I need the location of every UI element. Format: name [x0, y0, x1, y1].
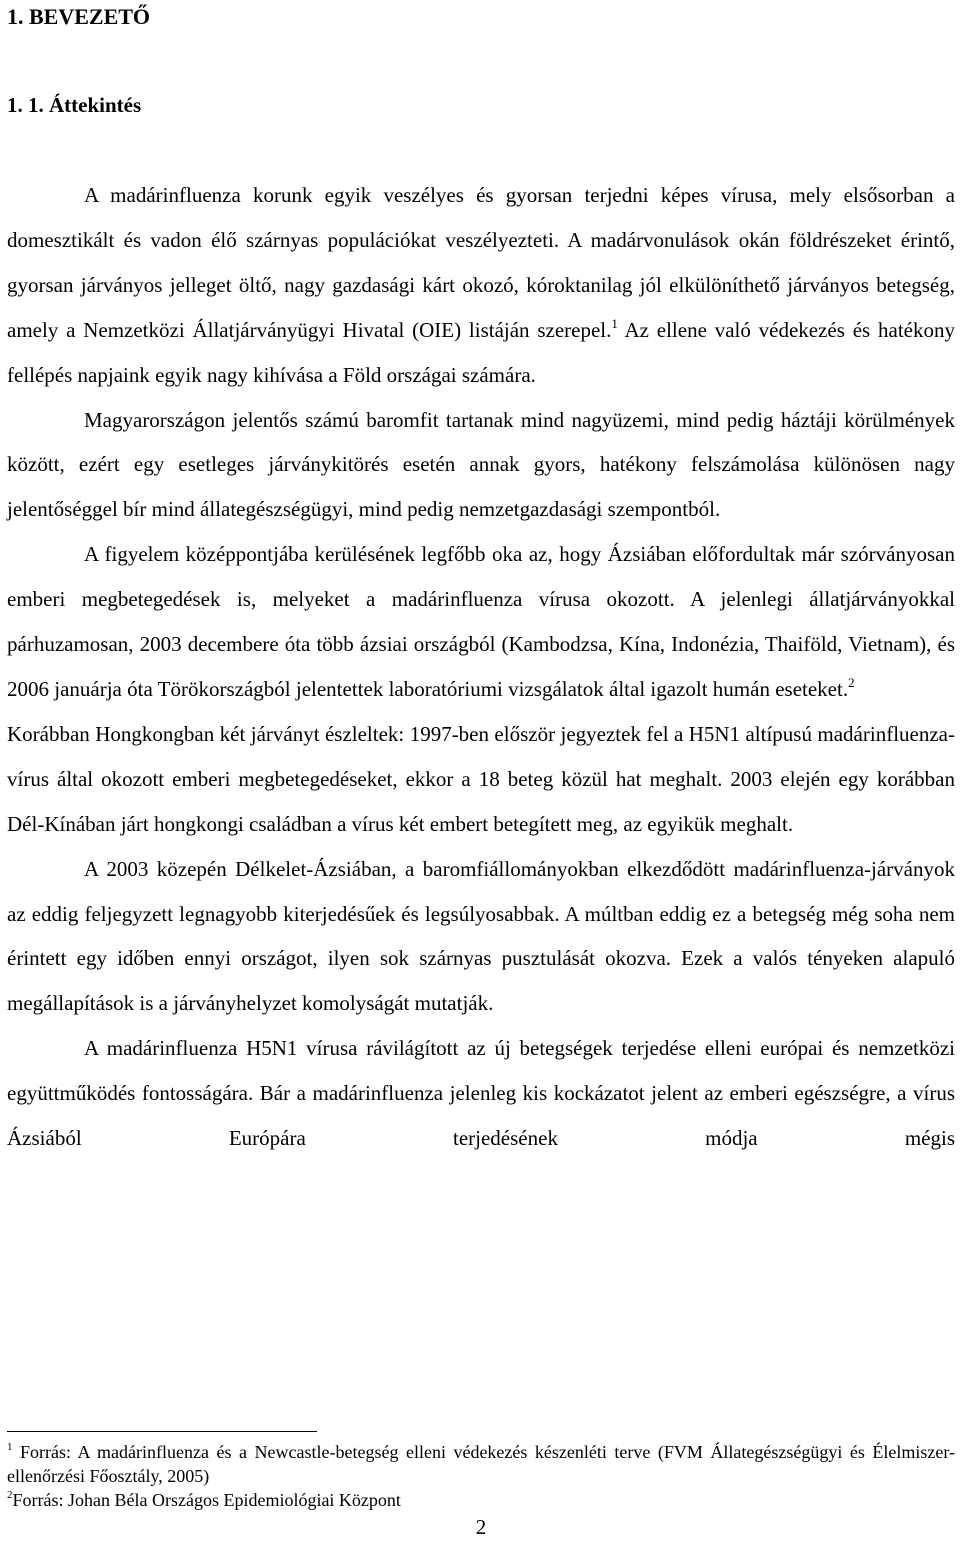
footnote-separator: [7, 1431, 317, 1432]
footnotes: [7, 1440, 955, 1512]
paragraph-3: [7, 532, 955, 712]
section-heading: 1. 1. Áttekintés: [7, 93, 142, 117]
footnote-mark-2: 2: [7, 1489, 13, 1501]
page-number: 2: [475, 1515, 487, 1539]
paragraph-4: Korábban Hongkongban két járványt észleltek: 1997-ben először jegyeztek fel a H5N1 altípusú madárinfluenza-vírus által okozott emberi megbetegedéseket, ekkor a 18 beteg közül hat meghalt. 2003 elején egy korábban Dél-Kínában járt hongkongi családban a vírus két embert betegített meg, az egyikük meghalt.: [7, 721, 955, 836]
footnote-ref-1: 1: [611, 315, 618, 331]
paragraph-6: A madárinfluenza H5N1 vírusa rávilágított az új betegségek terjedése elleni európai és nemzetközi együttműködés fontosságára. Bár a madárinfluenza jelenleg kis kockázatot jelent az emberi egészségre, a vírus Ázsiából Európára terjedésének módja mégis: [7, 1036, 955, 1151]
footnote-2-text: Forrás: Johan Béla Országos Epidemiológiai Központ: [12, 1490, 401, 1510]
footnote-1-text: Forrás: A madárinfluenza és a Newcastle-betegség elleni védekezés készenléti terve (FVM Állategészségügyi és Élelmiszer-ellenőrzési Főosztály, 2005): [7, 1442, 955, 1486]
paragraph-3-text: A figyelem középpontjába kerülésének legfőbb oka az, hogy Ázsiában előfordultak már szórványosan emberi megbetegedések is, melyeket a madárinfluenza vírusa okozott. A jelenlegi állatjárványokkal párhuzamosan, 2003 decembere óta több ázsiai országból (Kambodzsa, Kína, Indonézia, Thaiföld, Vietnam), és 2006 januárja óta Törökországból jelentettek laboratóriumi vizsgálatok által igazolt humán eseteket.: [7, 542, 955, 701]
chapter-heading: 1. BEVEZETŐ: [7, 4, 151, 29]
footnote-mark-1: 1: [7, 1441, 13, 1453]
paragraph-1-text: A madárinfluenza korunk egyik veszélyes és gyorsan terjedni képes vírusa, mely elsősorban a domesztikált és vadon élő szárnyas populációkat veszélyezteti. A madárvonulások okán földrészeket érintő, gyorsan járványos jelleget öltő, nagy gazdasági kárt okozó, kóroktanilag jól elkülöníthető járványos betegség, amely a Nemzetközi Állatjárványügyi Hivatal (OIE) listáján szerepel.: [7, 183, 955, 342]
footnote-1: [7, 1440, 955, 1488]
paragraph-1: [7, 173, 955, 398]
footnote-ref-2: 2: [848, 674, 855, 690]
paragraph-2: Magyarországon jelentős számú baromfit tartanak mind nagyüzemi, mind pedig háztáji körülmények között, ezért egy esetleges járványkitörés esetén annak gyors, hatékony felszámolása különösen nagy jelentőséggel bír mind állategészségügyi, mind pedig nemzetgazdasági szempontból.: [7, 407, 955, 522]
footnote-2: [7, 1488, 955, 1512]
body-text: [7, 173, 955, 1161]
paragraph-1-text-cont: Az ellene való védekezés és hatékony fellépés napjaink egyik nagy kihívása a Föld országai számára.: [7, 317, 955, 387]
paragraph-5: A 2003 közepén Délkelet-Ázsiában, a baromfiállományokban elkezdődött madárinfluenza-járványok az eddig feljegyzett legnagyobb kiterjedésűek és legsúlyosabbak. A múltban eddig ez a betegség még soha nem érintett egy időben ennyi országot, ilyen sok szárnyas pusztulását okozva. Ezek a valós tényeken alapuló megállapítások is a járványhelyzet komolyságát mutatják.: [7, 856, 955, 1016]
